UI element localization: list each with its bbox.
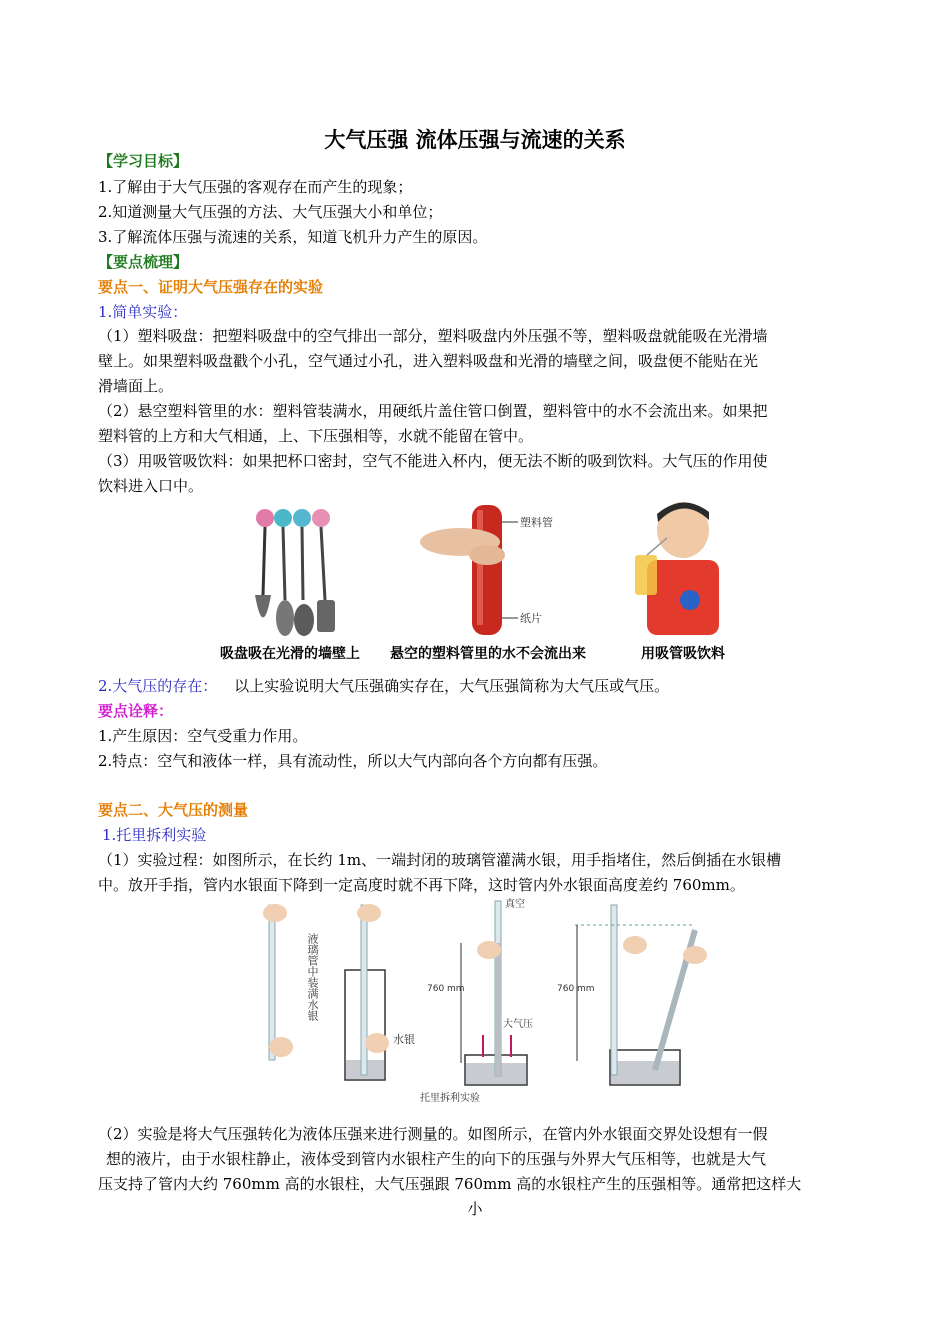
paragraph-line: 塑料管的上方和大气相通，上、下压强相等，水就不能留在管中。 bbox=[98, 427, 534, 445]
torricelli-figure bbox=[225, 895, 725, 1107]
torricelli-caption: 托里拆利实验 bbox=[420, 1093, 480, 1104]
objective-item: 3.了解流体压强与流速的关系，知道飞机升力产生的原因。 bbox=[98, 228, 488, 246]
summary-heading: 【要点梳理】 bbox=[98, 253, 189, 271]
paragraph-line: 中。放开手指，管内水银面下降到一定高度时就不再下降，这时管内外水银面高度差约 760mm。 bbox=[98, 876, 745, 894]
caption-tube: 悬空的塑料管里的水不会流出来 bbox=[390, 646, 586, 662]
mm-label-2: 760 mm bbox=[557, 984, 595, 994]
experiments-figure bbox=[215, 500, 745, 665]
note-item: 1.产生原因：空气受重力作用。 bbox=[98, 727, 308, 745]
plastic-tube-image bbox=[420, 505, 553, 635]
objective-item: 2.知道测量大气压强的方法、大气压强大小和单位； bbox=[98, 203, 443, 221]
point1-sub1: 1.简单实验： bbox=[98, 303, 188, 321]
caption-suction: 吸盘吸在光滑的墙壁上 bbox=[220, 646, 360, 662]
paper-label: 纸片 bbox=[520, 612, 542, 625]
point2-sub1: 1.托里拆利实验 bbox=[102, 826, 207, 844]
paragraph-line: 饮料进入口中。 bbox=[98, 477, 204, 495]
panel1-label: 液璃管中装满水银 bbox=[231, 933, 319, 946]
point1-sub2-text: 以上实验说明大气压强确实存在，大气压强简称为大气压或气压。 bbox=[234, 677, 670, 695]
note-item: 2.特点：空气和液体一样，具有流动性，所以大气内部向各个方向都有压强。 bbox=[98, 752, 608, 770]
suction-utensils-image bbox=[255, 509, 335, 636]
boy-drinking-image bbox=[635, 502, 719, 635]
point1-sub2-line bbox=[98, 676, 669, 696]
paragraph-line: 滑墙面上。 bbox=[98, 377, 174, 395]
objectives-heading: 【学习目标】 bbox=[98, 152, 189, 170]
paragraph-line: 想的液片，由于水银柱静止，液体受到管内水银柱产生的向下的压强与外界大气压相等，也就是大气 bbox=[106, 1150, 767, 1168]
paragraph-line: （2）实验是将大气压强转化为液体压强来进行测量的。如图所示，在管内外水银面交界处设想有一假 bbox=[98, 1125, 768, 1143]
caption-straw: 用吸管吸饮料 bbox=[641, 646, 725, 662]
point1-heading: 要点一、证明大气压强存在的实验 bbox=[98, 278, 324, 296]
page-title: 大气压强 流体压强与流速的关系 bbox=[324, 128, 626, 152]
vacuum-label: 真空 bbox=[505, 899, 525, 910]
objective-item: 1.了解由于大气压强的客观存在而产生的现象； bbox=[98, 178, 413, 196]
point2-heading: 要点二、大气压的测量 bbox=[98, 801, 249, 819]
mm-label-1: 760 mm bbox=[427, 984, 465, 994]
paragraph-line: （1）实验过程：如图所示，在长约 1m、一端封闭的玻璃管灌满水银，用手指堵住，然后倒插在水银槽 bbox=[98, 851, 782, 869]
paragraph-line: （1）塑料吸盘：把塑料吸盘中的空气排出一部分，塑料吸盘内外压强不等，塑料吸盘就能吸在光滑墙 bbox=[98, 327, 768, 345]
paragraph-line: （3）用吸管吸饮料：如果把杯口密封，空气不能进入杯内，便无法不断的吸到饮料。大气压的作用使 bbox=[98, 452, 768, 470]
mercury-label: 水银 bbox=[393, 1033, 415, 1046]
tube-label: 塑料管 bbox=[520, 516, 553, 529]
paragraph-line: 压支持了管内大约 760mm 高的水银柱，大气压强跟 760mm 高的水银柱产生的压强相等。通常把这样大 bbox=[98, 1175, 802, 1193]
pressure-label: 大气压 bbox=[503, 1019, 533, 1030]
paragraph-line: 小 bbox=[467, 1200, 483, 1218]
paragraph-line: 壁上。如果塑料吸盘戳个小孔，空气通过小孔，进入塑料吸盘和光滑的墙壁之间，吸盘便不能贴在光 bbox=[98, 352, 759, 370]
notes-heading: 要点诠释： bbox=[98, 702, 174, 720]
paragraph-line: （2）悬空塑料管里的水：塑料管装满水，用硬纸片盖住管口倒置，塑料管中的水不会流出来。如果把 bbox=[98, 402, 768, 420]
point1-sub2-label: 2.大气压的存在： bbox=[98, 677, 218, 695]
